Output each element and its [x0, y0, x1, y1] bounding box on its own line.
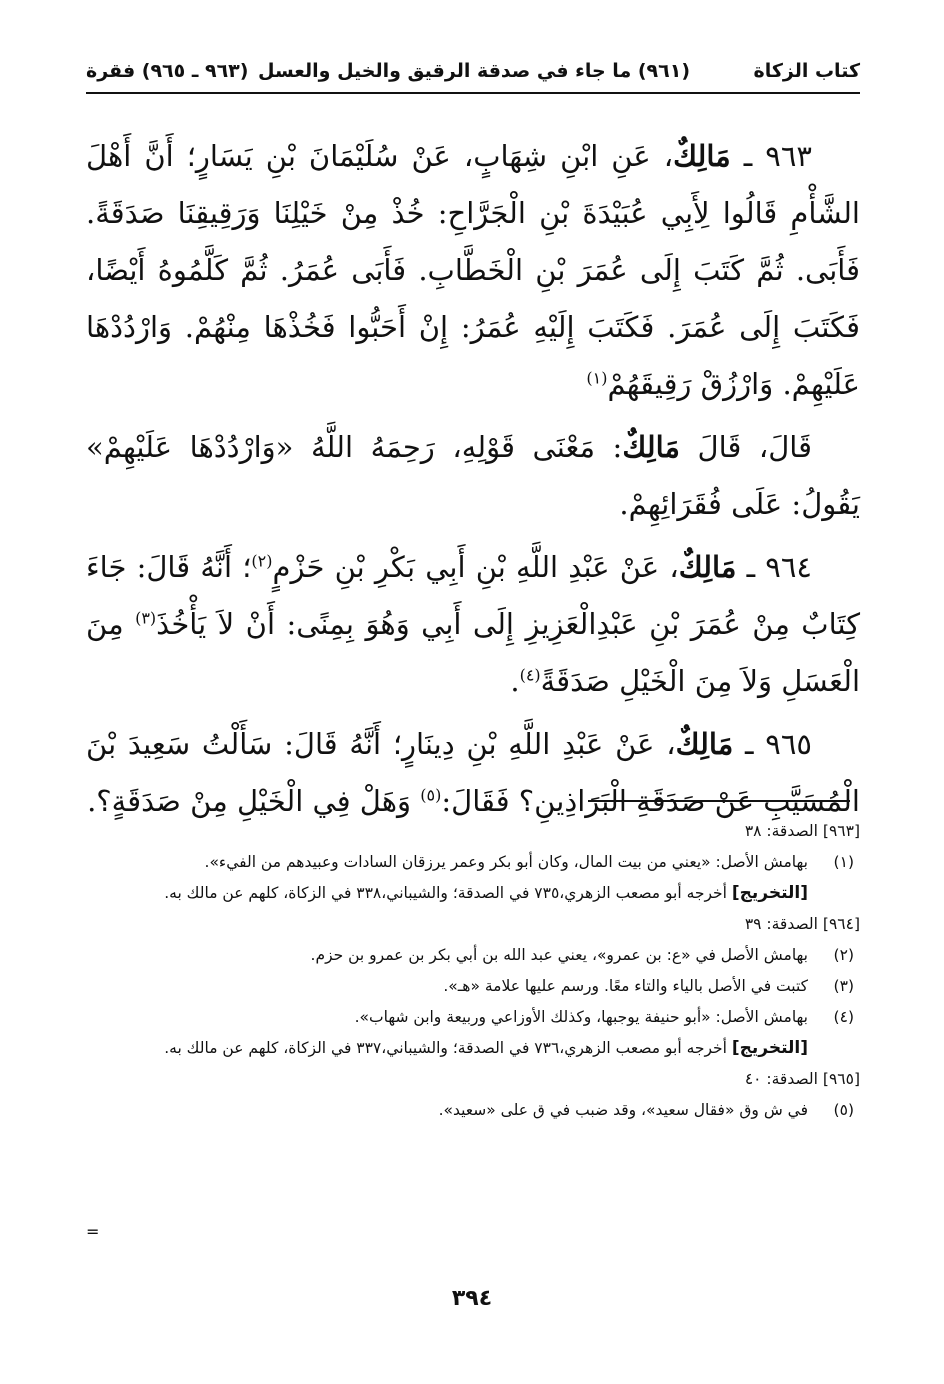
paragraph-text: ؛ أَنَّهُ قَالَ: جَاءَ كِتَابٌ مِنْ عُمَرَ بْنِ عَبْدِالْعَزِيزِ إِلَى أَبِي وَهُوَ بِمِنًى: أَنْ لاَ يَأْخُذَ: [86, 550, 860, 641]
footnote-3: [86, 971, 860, 1002]
takhrij-label: [التخريج]: [731, 1038, 808, 1058]
footnote-5: [86, 1095, 860, 1126]
footnote-divider: [588, 800, 850, 802]
section-ref: [٩٦٥]: [822, 1070, 860, 1088]
footnote-number: (٣): [833, 977, 854, 995]
paragraph-text: ، عَنْ عَبْدِ اللَّهِ بْنِ دِينَارٍ؛ أَنَّهُ قَالَ: سَأَلْتُ سَعِيدَ بْنَ الْمُسَيَّبِ عَنْ صَدَقَةِ الْبَرَاذِينِ؟ فَقَالَ:: [86, 727, 860, 818]
section-source: الصدقة: ٣٩: [744, 915, 818, 933]
section-ref: [٩٦٤]: [822, 915, 860, 933]
narrator-name: مَالِكٌ: [675, 727, 734, 761]
footnote-number: (٢): [833, 946, 854, 964]
takhrij-text: أخرجه أبو مصعب الزهري،٧٣٦ في الصدقة؛ والشيباني،٣٣٧ في الزكاة، كلهم عن مالك به.: [164, 1039, 727, 1057]
takhrij-963: [86, 878, 860, 909]
footnote-ref: (١): [586, 368, 608, 388]
paragraph-text: وَهَلْ فِي الْخَيْلِ مِنْ صَدَقَةٍ؟.: [87, 784, 421, 818]
footnote-ref: (٣): [135, 608, 157, 628]
takhrij-text: أخرجه أبو مصعب الزهري،٧٣٥ في الصدقة؛ والشيباني،٣٣٨ في الزكاة، كلهم عن مالك به.: [164, 884, 727, 902]
header-book-title: كتاب الزكاة: [753, 60, 860, 82]
footnote-section-965: [86, 1064, 860, 1095]
section-source: الصدقة: ٤٠: [744, 1070, 818, 1088]
footnote-number: (١): [833, 853, 854, 871]
paragraph-text: ، عَنْ عَبْدِ اللَّهِ بْنِ أَبِي بَكْرِ بْنِ حَزْمٍ: [272, 550, 679, 584]
paragraph-text: .: [510, 664, 520, 698]
takhrij-964: [86, 1033, 860, 1064]
main-text: [86, 128, 860, 836]
footnote-text: في ش وق «فقال سعيد»، وقد ضبب في ق على «سعيد».: [438, 1101, 808, 1119]
section-source: الصدقة: ٣٨: [744, 822, 818, 840]
paragraph-963: [86, 128, 860, 413]
takhrij-label: [التخريج]: [731, 883, 808, 903]
paragraph-963-comment: [86, 419, 860, 533]
footnote-4: [86, 1002, 860, 1033]
running-header: [86, 56, 860, 94]
footnote-ref: (٤): [519, 665, 541, 685]
paragraph-lead: قَالَ، قَالَ: [697, 430, 813, 464]
section-ref: [٩٦٣]: [822, 822, 860, 840]
footnote-ref: (٥): [420, 785, 442, 805]
footnote-1: [86, 847, 860, 878]
footnote-section-963: [86, 816, 860, 847]
footnote-number: (٤): [833, 1008, 854, 1026]
page-number: ٣٩٤: [451, 1286, 493, 1311]
footnotes: [86, 816, 860, 1126]
narrator-name: مَالِكٌ: [678, 550, 737, 584]
paragraph-text: : مَعْنَى قَوْلِهِ، رَحِمَهُ اللَّهُ «وَارْدُدْهَا عَلَيْهِمْ» يَقُولُ: عَلَى فُقَرَائِهِمْ.: [86, 430, 860, 521]
paragraph-965: [86, 716, 860, 830]
footnote-text: كتبت في الأصل بالياء والتاء معًا. ورسم عليها علامة «هـ».: [443, 977, 808, 995]
paragraph-text: ، عَنِ ابْنِ شِهَابٍ، عَنْ سُلَيْمَانَ بْنِ يَسَارٍ؛ أَنَّ أَهْلَ الشَّأْمِ قَالُوا لِأَبِي عُبَيْدَةَ بْنِ الْجَرَّاحِ: خُذْ مِنْ خَيْلِنَا وَرَقِيقِنَا صَدَقَةً. فَأَبَى. ثُمَّ كَتَبَ إِلَى عُمَرَ بْنِ الْخَطَّابِ. فَأَبَى عُمَرُ. ثُمَّ كَلَّمُوهُ أَيْضًا، فَكَتَبَ إِلَى عُمَرَ. فَكَتَبَ إِلَيْهِ عُمَرُ: إِنْ أَحَبُّوا فَخُذْهَا مِنْهُمْ. وَارْدُدْهَا عَلَيْهِمْ. وَارْزُقْ رَقِيقَهُمْ: [86, 139, 860, 401]
paragraph-number: ٩٦٤ ـ: [746, 550, 812, 584]
header-paragraph-range: (٩٦٣ ـ ٩٦٥) فقرة: [86, 60, 249, 82]
footnote-section-964: [86, 909, 860, 940]
footnote-text: بهامش الأصل: «يعني من بيت المال، وكان أبو بكر وعمر يرزقان السادات وعبيدهم من الفيء».: [204, 853, 808, 871]
paragraph-964: [86, 539, 860, 710]
narrator-name: مَالِكٌ: [673, 139, 731, 173]
continuation-mark: =: [86, 1222, 100, 1241]
footnote-ref: (٢): [251, 551, 273, 571]
footnote-2: [86, 940, 860, 971]
paragraph-text: مِنَ الْعَسَلِ وَلاَ مِنَ الْخَيْلِ صَدَقَةً: [86, 607, 860, 698]
footnote-number: (٥): [833, 1101, 854, 1119]
footnote-text: بهامش الأصل في «ع: بن عمرو»، يعني عبد الله بن أبي بكر بن عمرو بن حزم.: [310, 946, 808, 964]
paragraph-number: ٩٦٥ ـ: [745, 727, 812, 761]
footnote-text: بهامش الأصل: «أبو حنيفة يوجبها، وكذلك الأوزاعي وربيعة وابن شهاب».: [354, 1008, 808, 1026]
paragraph-number: ٩٦٣ ـ: [743, 139, 813, 173]
header-chapter-title: (٩٦١) ما جاء في صدقة الرقيق والخيل والعسل: [257, 60, 690, 82]
narrator-name: مَالِكٌ: [622, 430, 680, 464]
